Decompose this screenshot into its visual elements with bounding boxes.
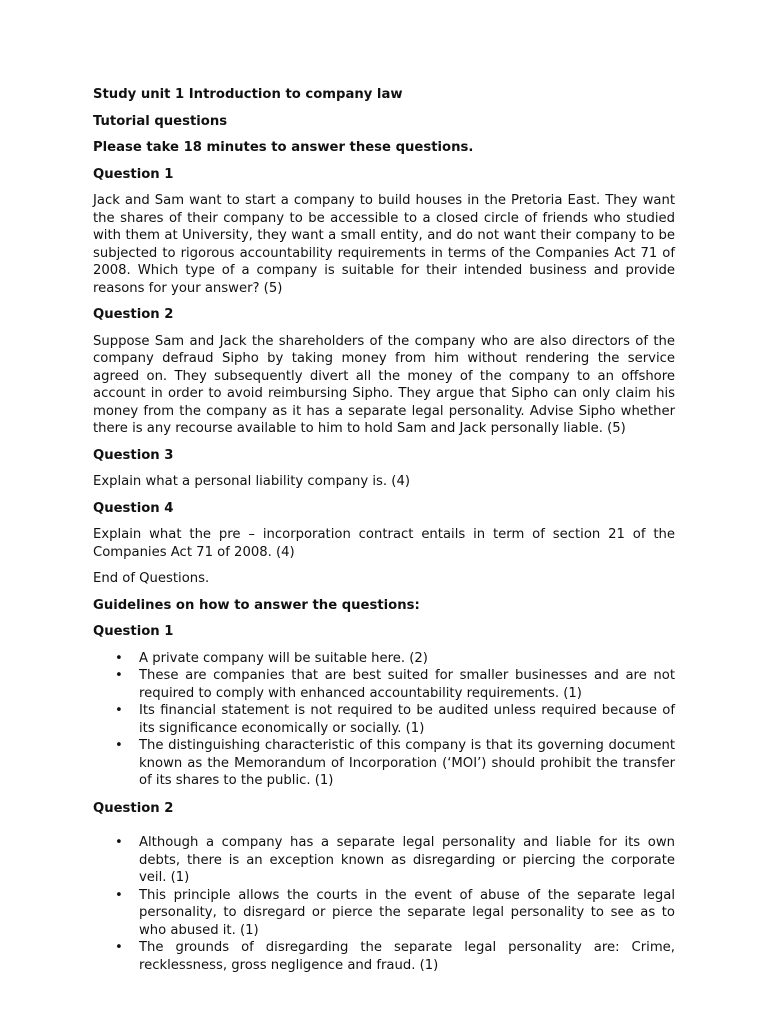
guideline-2-heading: Question 2 [93, 800, 174, 816]
bullet-icon: • [115, 650, 123, 666]
question-4-text: Explain what the pre – incorporation contract entails in term of section 21 of the Companies Act 71 of 2008. (4) [93, 527, 675, 560]
list-item [93, 887, 675, 940]
bullet-icon: • [115, 835, 123, 850]
list-item-text: This principle allows the courts in the event of abuse of the separate legal personality, to disregard or pierce the separate legal personality to see as to who abused it. (1) [139, 887, 675, 938]
list-item [93, 702, 675, 737]
list-item-text: The grounds of disregarding the separate legal personality are: Crime, recklessness, gross negligence and fraud. (1) [139, 940, 675, 973]
guidelines-heading: Guidelines on how to answer the questions: [93, 597, 420, 613]
bullet-icon: • [115, 668, 123, 683]
list-item [93, 834, 675, 887]
guideline-1-list [93, 650, 675, 790]
document-title: Study unit 1 Introduction to company law [93, 87, 403, 102]
question-1-text: Jack and Sam want to start a company to build houses in the Pretoria East. They want the shares of their company to be accessible to a closed circle of friends who studied with them at University, they want a small entity, and do not want their company to be subjected to rigorous accountability requirements in terms of the Companies Act 71 of 2008. Which type of a company is suitable for their intended business and provide reasons for your answer? (5) [93, 193, 675, 296]
guideline-1-heading: Question 1 [93, 624, 174, 639]
document-page [93, 86, 675, 984]
list-item-text: A private company will be suitable here. (2) [139, 650, 428, 666]
question-2-heading: Question 2 [93, 307, 174, 322]
bullet-icon: • [115, 703, 123, 718]
bullet-icon: • [115, 940, 123, 955]
bullet-icon: • [115, 887, 123, 903]
list-item-text: These are companies that are best suited for smaller businesses and are not required to comply with enhanced accountability requirements. (1) [139, 668, 675, 701]
document-subtitle: Tutorial questions [93, 113, 228, 129]
guideline-2-list [93, 834, 675, 974]
list-item-text: The distinguishing characteristic of this company is that its governing document known as the Memorandum of Incorporation (‘MOI’) should prohibit the transfer of its shares to the public. (1) [139, 738, 675, 788]
question-4-heading: Question 4 [93, 500, 174, 516]
question-3-text: Explain what a personal liability company is. (4) [93, 474, 410, 489]
question-2-text: Suppose Sam and Jack the shareholders of the company who are also directors of the company defraud Sipho by taking money from him without rendering the service agreed on. They subsequently divert all the money of the company to an offshore account in order to avoid reimbursing Sipho. They argue that Sipho can only claim his money from the company as it has a separate legal personality. Advise Sipho whether there is any recourse available to him to hold Sam and Jack personally liable. (5) [93, 333, 675, 436]
list-item-text: Although a company has a separate legal personality and liable for its own debts, there is an exception known as disregarding or piercing the corporate veil. (1) [139, 835, 675, 885]
time-instruction: Please take 18 minutes to answer these questions. [93, 140, 474, 155]
bullet-icon: • [115, 738, 123, 753]
spacer [93, 826, 675, 834]
list-item [93, 667, 675, 702]
list-item-text: Its financial statement is not required to be audited unless required because of its significance economically or socially. (1) [139, 703, 675, 736]
list-item [93, 939, 675, 974]
question-3-heading: Question 3 [93, 447, 174, 463]
list-item [93, 737, 675, 790]
question-1-heading: Question 1 [93, 166, 174, 182]
list-item [93, 650, 675, 668]
end-of-questions: End of Questions. [93, 571, 210, 586]
